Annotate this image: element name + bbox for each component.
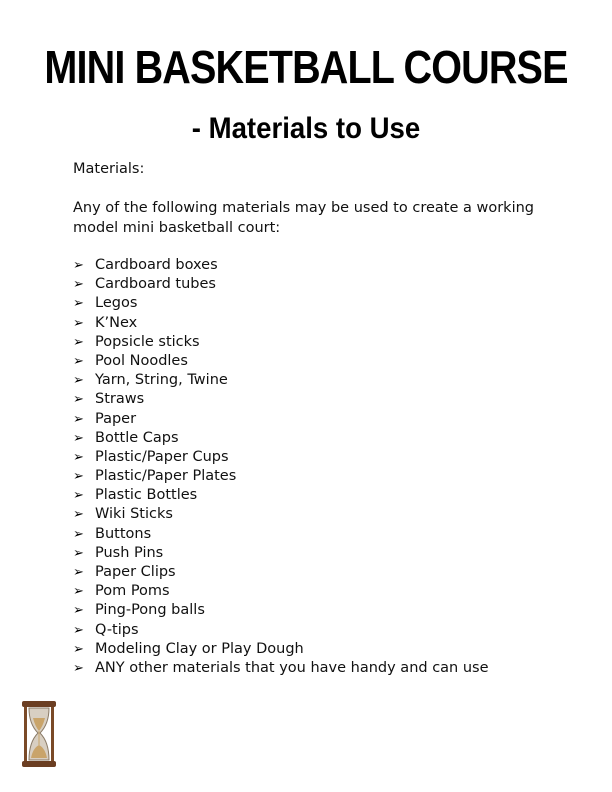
arrow-bullet-icon: ➢ (73, 392, 84, 408)
arrow-bullet-icon: ➢ (73, 565, 84, 580)
materials-list (73, 256, 489, 678)
arrow-bullet-icon: ➢ (73, 641, 84, 657)
arrow-bullet-icon: ➢ (73, 277, 84, 293)
arrow-bullet-icon: ➢ (73, 545, 84, 561)
list-item-label: Legos (95, 295, 138, 312)
arrow-bullet-icon: ➢ (73, 660, 84, 676)
list-item-label: Bottle Caps (95, 429, 179, 446)
list-item-label: Popsicle sticks (95, 333, 200, 350)
hourglass-icon (20, 700, 58, 768)
list-item (73, 294, 489, 313)
list-item (73, 448, 489, 467)
list-item (73, 640, 489, 659)
arrow-bullet-icon: ➢ (73, 449, 84, 465)
list-item-label: ANY other materials that you have handy and can use (95, 659, 489, 676)
list-item-label: Paper Clips (95, 564, 176, 580)
list-item-label: Plastic/Paper Cups (95, 448, 229, 465)
list-item (73, 601, 489, 620)
list-item (73, 352, 489, 371)
arrow-bullet-icon: ➢ (73, 315, 84, 331)
intro-paragraph: Any of the following materials may be used to create a working model mini basketball court: (73, 200, 534, 236)
list-item (73, 505, 489, 524)
list-item-label: Ping-Pong balls (95, 602, 205, 619)
list-item (73, 582, 489, 601)
arrow-bullet-icon: ➢ (73, 584, 84, 600)
list-item-label: K’Nex (95, 314, 138, 331)
list-item (73, 525, 489, 544)
list-item (73, 333, 489, 352)
arrow-bullet-icon: ➢ (73, 430, 84, 446)
list-item-label: Q-tips (95, 621, 139, 638)
arrow-bullet-icon: ➢ (73, 258, 84, 273)
list-item-label: Buttons (95, 525, 152, 542)
list-item (73, 429, 489, 448)
list-item-label: Modeling Clay or Play Dough (95, 640, 304, 657)
list-item (73, 544, 489, 563)
list-item-label: Plastic Bottles (95, 487, 198, 504)
list-item-label: Paper (95, 410, 137, 427)
list-item (73, 390, 489, 409)
list-item-label: Pool Noodles (95, 352, 188, 369)
arrow-bullet-icon: ➢ (73, 353, 84, 369)
arrow-bullet-icon: ➢ (73, 469, 84, 485)
list-item (73, 621, 489, 640)
arrow-bullet-icon: ➢ (73, 488, 84, 504)
list-item-label: Plastic/Paper Plates (95, 468, 237, 485)
list-item (73, 371, 489, 390)
arrow-bullet-icon: ➢ (73, 603, 84, 619)
list-item (73, 467, 489, 486)
page-title: MINI BASKETBALL COURSE (44, 41, 568, 93)
list-item-label: Cardboard boxes (95, 257, 218, 273)
list-item (73, 659, 489, 678)
list-item (73, 410, 489, 429)
list-item (73, 314, 489, 333)
list-item-label: Yarn, String, Twine (95, 372, 228, 389)
list-item-label: Cardboard tubes (95, 276, 216, 293)
list-item (73, 275, 489, 294)
materials-label: Materials: (73, 161, 145, 177)
arrow-bullet-icon: ➢ (73, 526, 84, 542)
list-item (73, 563, 489, 582)
arrow-bullet-icon: ➢ (73, 373, 84, 389)
list-item (73, 256, 489, 275)
list-item-label: Wiki Sticks (95, 506, 173, 523)
arrow-bullet-icon: ➢ (73, 507, 84, 523)
list-item-label: Push Pins (95, 544, 164, 561)
arrow-bullet-icon: ➢ (73, 622, 84, 638)
arrow-bullet-icon: ➢ (73, 334, 84, 350)
list-item (73, 486, 489, 505)
list-item-label: Pom Poms (95, 583, 170, 600)
arrow-bullet-icon: ➢ (73, 411, 84, 427)
list-item-label: Straws (95, 391, 145, 408)
page-subtitle: - Materials to Use (191, 112, 421, 145)
arrow-bullet-icon: ➢ (73, 296, 84, 312)
